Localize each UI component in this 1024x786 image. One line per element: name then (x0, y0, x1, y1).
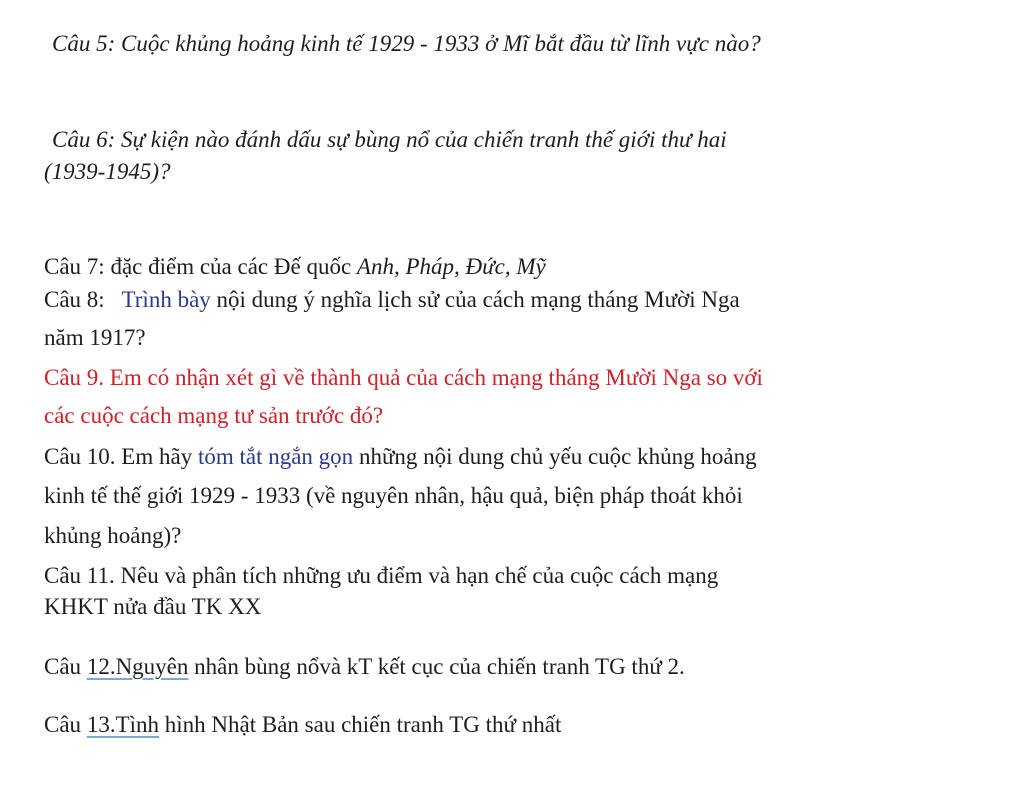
question-12 (44, 653, 685, 681)
question-5-text: Câu 5: Cuộc khủng hoảng kinh tế 1929 - 1933 ở Mĩ bắt đầu từ lĩnh vực nào? (52, 31, 761, 56)
question-7-prefix: Câu 7: đặc điểm của các Đế quốc (44, 254, 357, 279)
question-10-line-2 (44, 482, 743, 510)
question-9-text: Câu 9. Em có nhận xét gì về thành quả của cách mạng tháng Mười Nga so với (44, 365, 763, 390)
question-10-line-1 (44, 443, 757, 471)
question-10-text-end: khủng hoảng)? (44, 523, 182, 548)
question-9-line-2 (44, 402, 383, 430)
question-13-prefix: Câu (44, 712, 87, 737)
question-12-prefix: Câu (44, 654, 87, 679)
question-10-prefix: Câu 10. Em hãy (44, 444, 198, 469)
question-8-highlight: Trình bày (121, 287, 211, 312)
question-8-text-cont: năm 1917? (44, 325, 146, 350)
question-13-rest: hình Nhật Bản sau chiến tranh TG thứ nhất (159, 712, 562, 737)
question-13-underlined: 13.Tình (86, 712, 160, 737)
question-10-text-cont: kinh tế thế giới 1929 - 1933 (về nguyên nhân, hậu quả, biện pháp thoát khỏi (44, 483, 743, 508)
question-8-rest: nội dung ý nghĩa lịch sử của cách mạng tháng Mười Nga (210, 287, 740, 312)
question-12-rest: nhân bùng nổvà kT kết cục của chiến tranh TG thứ 2. (188, 654, 685, 679)
question-6-text: Câu 6: Sự kiện nào đánh dấu sự bùng nổ của chiến tranh thế giới thư hai (52, 127, 727, 152)
question-5 (52, 30, 761, 58)
question-11-text: Câu 11. Nêu và phân tích những ưu điểm và hạn chế của cuộc cách mạng (44, 563, 719, 588)
question-7 (44, 253, 546, 281)
question-12-underlined: 12.Nguyên (86, 654, 189, 679)
question-6-line-1 (52, 126, 727, 154)
question-10-rest: những nội dung chủ yếu cuộc khủng hoảng (353, 444, 757, 469)
question-11-line-1 (44, 562, 718, 590)
question-11-line-2 (44, 593, 261, 621)
question-8-line-2 (44, 324, 146, 352)
question-11-text-cont: KHKT nửa đầu TK XX (44, 594, 262, 619)
question-8-prefix: Câu 8: (44, 287, 122, 312)
question-6-line-2 (44, 158, 170, 186)
question-7-countries: Anh, Pháp, Đức, Mỹ (356, 254, 546, 279)
question-10-highlight: tóm tắt ngắn gọn (197, 444, 354, 469)
question-9-line-1 (44, 364, 763, 392)
question-8-line-1 (44, 286, 740, 314)
question-9-text-cont: các cuộc cách mạng tư sản trước đó? (44, 403, 384, 428)
question-13 (44, 711, 561, 739)
question-6-text-cont: (1939-1945)? (44, 159, 171, 184)
question-10-line-3 (44, 522, 181, 550)
